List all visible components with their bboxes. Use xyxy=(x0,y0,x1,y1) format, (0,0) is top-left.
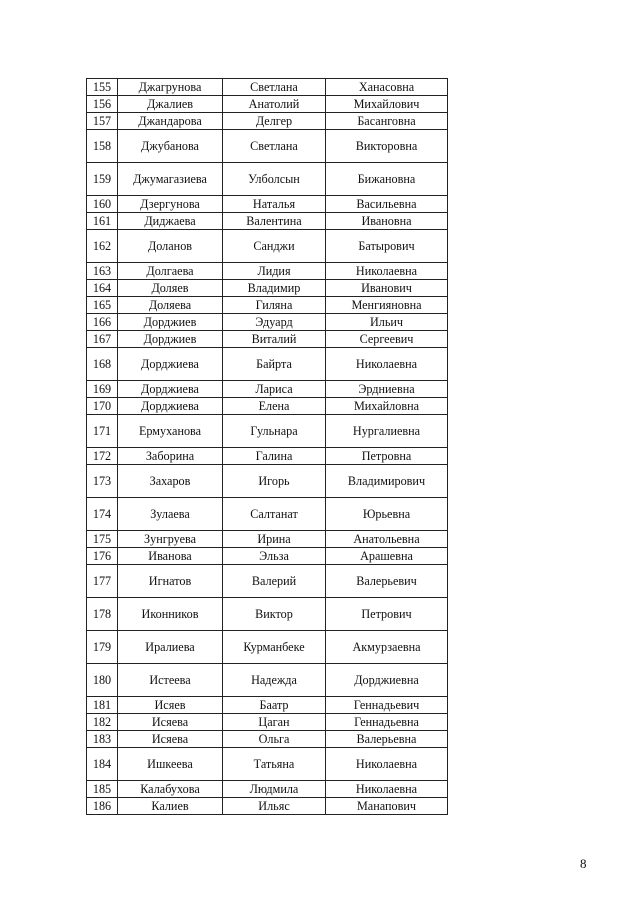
row-number-cell: 163 xyxy=(87,263,118,280)
table-row xyxy=(87,381,448,398)
first-name-cell: Валентина xyxy=(223,213,326,230)
table-row xyxy=(87,664,448,697)
row-number-cell: 162 xyxy=(87,230,118,263)
patronymic-cell: Геннадьевна xyxy=(326,714,448,731)
row-number-cell: 168 xyxy=(87,348,118,381)
last-name-cell: Захаров xyxy=(118,465,223,498)
table-row xyxy=(87,263,448,280)
row-number-cell: 164 xyxy=(87,280,118,297)
table-row xyxy=(87,130,448,163)
first-name-cell: Ильяс xyxy=(223,798,326,815)
last-name-cell: Калабухова xyxy=(118,781,223,798)
last-name-cell: Доляев xyxy=(118,280,223,297)
last-name-cell: Заборина xyxy=(118,448,223,465)
last-name-cell: Иконников xyxy=(118,598,223,631)
last-name-cell: Исяева xyxy=(118,731,223,748)
patronymic-cell: Ханасовна xyxy=(326,79,448,96)
table-row xyxy=(87,498,448,531)
first-name-cell: Эдуард xyxy=(223,314,326,331)
table-row xyxy=(87,548,448,565)
names-table-body xyxy=(87,79,448,815)
first-name-cell: Надежда xyxy=(223,664,326,697)
patronymic-cell: Петрович xyxy=(326,598,448,631)
first-name-cell: Виктор xyxy=(223,598,326,631)
first-name-cell: Елена xyxy=(223,398,326,415)
row-number-cell: 167 xyxy=(87,331,118,348)
row-number-cell: 182 xyxy=(87,714,118,731)
first-name-cell: Эльза xyxy=(223,548,326,565)
table-row xyxy=(87,331,448,348)
patronymic-cell: Манапович xyxy=(326,798,448,815)
table-row xyxy=(87,565,448,598)
patronymic-cell: Николаевна xyxy=(326,781,448,798)
patronymic-cell: Акмурзаевна xyxy=(326,631,448,664)
last-name-cell: Джубанова xyxy=(118,130,223,163)
row-number-cell: 158 xyxy=(87,130,118,163)
first-name-cell: Галина xyxy=(223,448,326,465)
last-name-cell: Долгаева xyxy=(118,263,223,280)
last-name-cell: Диджаева xyxy=(118,213,223,230)
patronymic-cell: Сергеевич xyxy=(326,331,448,348)
table-row xyxy=(87,731,448,748)
row-number-cell: 165 xyxy=(87,297,118,314)
last-name-cell: Ермуханова xyxy=(118,415,223,448)
row-number-cell: 156 xyxy=(87,96,118,113)
table-row xyxy=(87,163,448,196)
patronymic-cell: Геннадьевич xyxy=(326,697,448,714)
table-row xyxy=(87,798,448,815)
row-number-cell: 171 xyxy=(87,415,118,448)
table-row xyxy=(87,280,448,297)
row-number-cell: 169 xyxy=(87,381,118,398)
last-name-cell: Исяева xyxy=(118,714,223,731)
row-number-cell: 179 xyxy=(87,631,118,664)
table-row xyxy=(87,465,448,498)
table-row xyxy=(87,531,448,548)
row-number-cell: 177 xyxy=(87,565,118,598)
last-name-cell: Дорджиев xyxy=(118,331,223,348)
row-number-cell: 183 xyxy=(87,731,118,748)
first-name-cell: Курманбеке xyxy=(223,631,326,664)
row-number-cell: 172 xyxy=(87,448,118,465)
first-name-cell: Наталья xyxy=(223,196,326,213)
last-name-cell: Истеева xyxy=(118,664,223,697)
first-name-cell: Светлана xyxy=(223,79,326,96)
first-name-cell: Делгер xyxy=(223,113,326,130)
last-name-cell: Зулаева xyxy=(118,498,223,531)
patronymic-cell: Владимирович xyxy=(326,465,448,498)
table-row xyxy=(87,113,448,130)
last-name-cell: Игнатов xyxy=(118,565,223,598)
page-number: 8 xyxy=(580,856,587,871)
row-number-cell: 173 xyxy=(87,465,118,498)
last-name-cell: Калиев xyxy=(118,798,223,815)
patronymic-cell: Ивановна xyxy=(326,213,448,230)
patronymic-cell: Николаевна xyxy=(326,748,448,781)
last-name-cell: Исяев xyxy=(118,697,223,714)
table-row xyxy=(87,230,448,263)
first-name-cell: Байрта xyxy=(223,348,326,381)
row-number-cell: 170 xyxy=(87,398,118,415)
first-name-cell: Анатолий xyxy=(223,96,326,113)
table-row xyxy=(87,314,448,331)
last-name-cell: Зунгруева xyxy=(118,531,223,548)
row-number-cell: 180 xyxy=(87,664,118,697)
first-name-cell: Светлана xyxy=(223,130,326,163)
first-name-cell: Ирина xyxy=(223,531,326,548)
table-row xyxy=(87,714,448,731)
patronymic-cell: Валерьевич xyxy=(326,565,448,598)
patronymic-cell: Нургалиевна xyxy=(326,415,448,448)
first-name-cell: Лидия xyxy=(223,263,326,280)
first-name-cell: Гиляна xyxy=(223,297,326,314)
table-row xyxy=(87,79,448,96)
patronymic-cell: Басанговна xyxy=(326,113,448,130)
patronymic-cell: Дорджиевна xyxy=(326,664,448,697)
table-row xyxy=(87,448,448,465)
patronymic-cell: Михайлович xyxy=(326,96,448,113)
first-name-cell: Игорь xyxy=(223,465,326,498)
patronymic-cell: Викторовна xyxy=(326,130,448,163)
table-row xyxy=(87,348,448,381)
row-number-cell: 166 xyxy=(87,314,118,331)
last-name-cell: Иралиева xyxy=(118,631,223,664)
table-row xyxy=(87,748,448,781)
row-number-cell: 160 xyxy=(87,196,118,213)
patronymic-cell: Николаевна xyxy=(326,348,448,381)
names-table xyxy=(86,78,448,815)
last-name-cell: Дорджиева xyxy=(118,348,223,381)
patronymic-cell: Петровна xyxy=(326,448,448,465)
patronymic-cell: Батырович xyxy=(326,230,448,263)
first-name-cell: Лариса xyxy=(223,381,326,398)
first-name-cell: Людмила xyxy=(223,781,326,798)
last-name-cell: Дорджиев xyxy=(118,314,223,331)
table-row xyxy=(87,697,448,714)
patronymic-cell: Васильевна xyxy=(326,196,448,213)
patronymic-cell: Ильич xyxy=(326,314,448,331)
patronymic-cell: Юрьевна xyxy=(326,498,448,531)
last-name-cell: Джалиев xyxy=(118,96,223,113)
row-number-cell: 157 xyxy=(87,113,118,130)
row-number-cell: 185 xyxy=(87,781,118,798)
last-name-cell: Джандарова xyxy=(118,113,223,130)
first-name-cell: Владимир xyxy=(223,280,326,297)
first-name-cell: Баатр xyxy=(223,697,326,714)
patronymic-cell: Николаевна xyxy=(326,263,448,280)
patronymic-cell: Михайловна xyxy=(326,398,448,415)
patronymic-cell: Менгияновна xyxy=(326,297,448,314)
first-name-cell: Гульнара xyxy=(223,415,326,448)
row-number-cell: 178 xyxy=(87,598,118,631)
patronymic-cell: Валерьевна xyxy=(326,731,448,748)
row-number-cell: 176 xyxy=(87,548,118,565)
row-number-cell: 161 xyxy=(87,213,118,230)
first-name-cell: Улболсын xyxy=(223,163,326,196)
table-row xyxy=(87,297,448,314)
table-row xyxy=(87,398,448,415)
first-name-cell: Валерий xyxy=(223,565,326,598)
table-row xyxy=(87,415,448,448)
table-row xyxy=(87,598,448,631)
patronymic-cell: Бижановна xyxy=(326,163,448,196)
table-row xyxy=(87,213,448,230)
first-name-cell: Санджи xyxy=(223,230,326,263)
patronymic-cell: Анатольевна xyxy=(326,531,448,548)
table-row xyxy=(87,631,448,664)
last-name-cell: Иванова xyxy=(118,548,223,565)
row-number-cell: 175 xyxy=(87,531,118,548)
row-number-cell: 186 xyxy=(87,798,118,815)
first-name-cell: Цаган xyxy=(223,714,326,731)
patronymic-cell: Арашевна xyxy=(326,548,448,565)
first-name-cell: Ольга xyxy=(223,731,326,748)
row-number-cell: 184 xyxy=(87,748,118,781)
last-name-cell: Ишкеева xyxy=(118,748,223,781)
last-name-cell: Джумагазиева xyxy=(118,163,223,196)
patronymic-cell: Эрдниевна xyxy=(326,381,448,398)
last-name-cell: Доланов xyxy=(118,230,223,263)
first-name-cell: Салтанат xyxy=(223,498,326,531)
row-number-cell: 159 xyxy=(87,163,118,196)
last-name-cell: Джагрунова xyxy=(118,79,223,96)
first-name-cell: Виталий xyxy=(223,331,326,348)
row-number-cell: 155 xyxy=(87,79,118,96)
row-number-cell: 174 xyxy=(87,498,118,531)
first-name-cell: Татьяна xyxy=(223,748,326,781)
last-name-cell: Дзергунова xyxy=(118,196,223,213)
patronymic-cell: Иванович xyxy=(326,280,448,297)
row-number-cell: 181 xyxy=(87,697,118,714)
table-row xyxy=(87,781,448,798)
table-row xyxy=(87,196,448,213)
table-row xyxy=(87,96,448,113)
last-name-cell: Доляева xyxy=(118,297,223,314)
last-name-cell: Дорджиева xyxy=(118,398,223,415)
last-name-cell: Дорджиева xyxy=(118,381,223,398)
